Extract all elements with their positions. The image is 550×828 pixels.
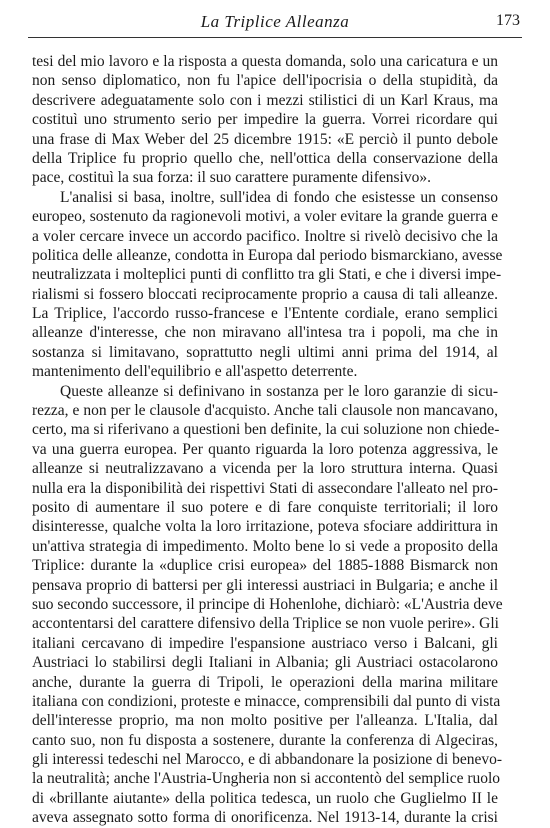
text-line: descrivere adeguatamente solo con i mezzi stilistici di un Karl Kraus, ma — [32, 91, 498, 109]
text-line: europeo, sostenuto da ragionevoli motivi, a voler evitare la grande guerra e — [32, 208, 498, 226]
text-line: rialismi si fossero bloccati reciprocamente proprio a causa di tali alleanze. — [32, 285, 498, 303]
running-header — [28, 10, 522, 36]
paragraph — [32, 188, 503, 382]
text-line: La Triplice, l'accordo russo-francese e l'Entente cordiale, erano semplici — [32, 305, 498, 323]
text-line: disinteresse, qualche volta la loro irritazione, poteva sfociare addirittura in — [32, 518, 498, 536]
text-line: una frase di Max Weber del 25 dicembre 1915: «E perciò il punto debole — [32, 130, 498, 148]
text-line: italiana con condizioni, proteste e minacce, comprensibili dal punto di vista — [32, 692, 501, 710]
text-line: della Triplice fu proprio quello che, nell'ottica della conservazione della — [32, 149, 498, 167]
text-line: a voler cercare invece un accordo pacifico. Inoltre si rivelò decisivo che la — [32, 227, 498, 245]
text-line: tesi del mio lavoro e la risposta a questa domanda, solo una caricatura e un — [32, 53, 498, 70]
text-line: neutralizzata i molteplici punti di conflitto tra gli Stati, e che i diversi impe- — [32, 266, 502, 284]
text-line: aveva assegnato sotto forma di onorificenza. Nel 1913-14, durante la crisi — [32, 809, 498, 827]
text-line: posito di aumentare il suo potere e di fare conquiste territoriali; il loro — [32, 498, 498, 516]
paragraph — [32, 52, 498, 188]
body-text — [32, 52, 503, 828]
text-line: politica delle alleanze, condotta in Europa dal periodo bismarckiano, avesse — [32, 246, 503, 264]
text-line: anche, durante la guerra di Tripoli, le operazioni della marina militare — [32, 673, 498, 691]
header-rule — [28, 37, 522, 38]
text-line: non senso diplomatico, non fu l'apice dell'ipocrisia o della stupidità, da — [32, 72, 498, 90]
text-line: pensava proprio di battersi per gli interessi austriaci in Bulgaria; e anche il — [32, 576, 498, 594]
text-line: pace, costituì la sua forza: il suo carattere puramente difensivo». — [32, 169, 431, 187]
text-line: L'analisi si basa, inoltre, sull'idea di fondo che esistesse un consenso — [60, 188, 498, 206]
text-line: alleanze si neutralizzavano a vicenda per la loro struttura interna. Quasi — [32, 460, 498, 478]
text-line: di «brillante aiutante» della politica tedesca, un ruolo che Guglielmo II le — [32, 789, 498, 807]
text-line: accontentarsi del carattere difensivo della Triplice se non vuole perire». Gli — [32, 615, 499, 633]
text-line: certo, ma si riferivano a questioni ben definite, la cui soluzione non chiede- — [32, 421, 500, 439]
text-line: va una guerra europea. Per quanto riguarda la loro potenza aggressiva, le — [32, 440, 498, 458]
text-line: suo secondo successore, il principe di Hohenlohe, dichiarò: «L'Austria deve — [32, 595, 503, 613]
text-line: sostanza si limitavano, soprattutto negli ultimi anni prima del 1914, al — [32, 343, 498, 361]
text-line: mantenimento dell'equilibrio e all'aspetto deterrente. — [32, 363, 358, 381]
text-line: la neutralità; anche l'Austria-Ungheria non si accontentò del semplice ruolo — [32, 770, 501, 788]
text-line: gli interessi tedeschi nel Marocco, e di abbandonare la posizione di benevo- — [32, 751, 503, 769]
text-line: Queste alleanze si definivano in sostanza per le loro garanzie di sicu- — [60, 382, 498, 400]
text-line: dell'interesse proprio, ma non molto positive per l'alleanza. L'Italia, dal — [32, 712, 498, 730]
text-line: italiani cercavano di impedire l'espansione austriaco verso i Balcani, gli — [32, 634, 498, 652]
running-title: La Triplice Alleanza — [200, 12, 350, 31]
text-line: rezza, e non per le clausole d'acquisto. Anche tali clausole non mancavano, — [32, 402, 498, 420]
text-line: Austriaci lo stabilirsi degli Italiani in Albania; gli Austriaci ostacolarono — [32, 654, 498, 672]
page-number: 173 — [496, 12, 520, 29]
text-line: Triplice: durante la «duplice crisi europea» del 1885-1888 Bismarck non — [32, 557, 498, 575]
text-line: un'attiva strategia di impedimento. Molto bene lo si vede a proposito della — [32, 537, 498, 555]
text-line: costituì uno strumento serio per impedire la guerra. Vorrei ricordare qui — [32, 111, 498, 129]
paragraph — [32, 382, 503, 828]
text-line: canto suo, non fu disposta a sostenere, durante la conferenza di Algeciras, — [32, 731, 498, 749]
text-line: alleanze d'interesse, che non miravano all'intesa tra i popoli, ma che in — [32, 324, 498, 342]
text-line: nulla era la disponibilità dei rispettivi Stati di assecondare l'alleato nel pro- — [32, 479, 498, 497]
